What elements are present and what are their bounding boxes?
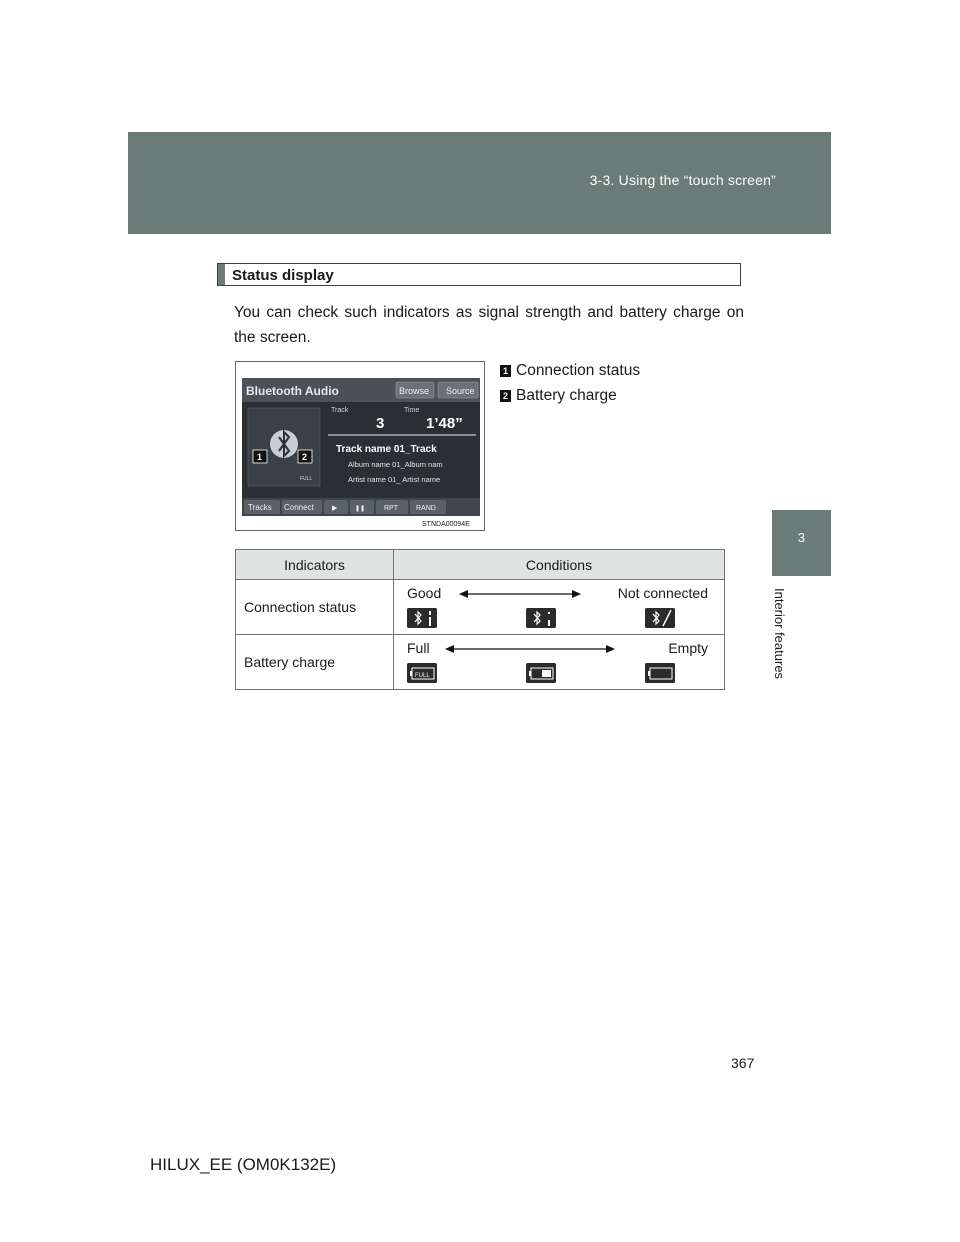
battery-half-icon bbox=[526, 663, 556, 683]
legend-number-2: 2 bbox=[500, 390, 511, 402]
legend-item-battery bbox=[500, 383, 640, 408]
bluetooth-signal-full-icon bbox=[407, 608, 437, 628]
connect-button: Connect bbox=[284, 503, 314, 512]
callout-1: 1 bbox=[257, 452, 263, 462]
rand-button: RAND bbox=[416, 505, 436, 512]
indicator-table bbox=[235, 549, 725, 690]
conditions-connection bbox=[394, 580, 725, 635]
full-badge: FULL bbox=[300, 476, 313, 482]
condition-good: Good bbox=[407, 585, 442, 601]
table-row bbox=[236, 580, 725, 635]
table-header-row bbox=[236, 550, 725, 580]
bluetooth-signal-weak-icon bbox=[526, 608, 556, 628]
header-conditions: Conditions bbox=[394, 550, 725, 580]
intro-paragraph: You can check such indicators as signal strength and battery charge on the screen. bbox=[234, 304, 744, 346]
section-heading bbox=[217, 263, 741, 286]
album-name: Album name 01_Album nam bbox=[348, 460, 443, 469]
chapter-label-container bbox=[773, 588, 801, 684]
bluetooth-not-connected-icon bbox=[645, 608, 675, 628]
track-label: Track bbox=[331, 407, 349, 414]
rpt-button: RPT bbox=[384, 505, 398, 512]
battery-full-icon bbox=[407, 663, 437, 683]
condition-empty: Empty bbox=[668, 640, 708, 656]
pause-button: ❚❚ bbox=[355, 505, 366, 512]
page-number: 367 bbox=[731, 1055, 755, 1071]
artist-name: Artist name 01_ Artist name bbox=[348, 475, 441, 484]
chapter-number: 3 bbox=[797, 530, 806, 545]
tracks-button: Tracks bbox=[248, 503, 272, 512]
track-number: 3 bbox=[376, 415, 385, 432]
row-label-connection: Connection status bbox=[236, 580, 394, 635]
callout-2: 2 bbox=[302, 452, 308, 462]
chapter-label: Interior features bbox=[772, 588, 787, 680]
legend-number-1: 1 bbox=[500, 365, 511, 377]
double-arrow-icon bbox=[445, 643, 615, 655]
screen-illustration bbox=[235, 361, 485, 531]
track-name: Track name 01_Track bbox=[336, 444, 437, 455]
browse-button: Browse bbox=[399, 386, 430, 396]
time-label: Time bbox=[404, 407, 420, 414]
condition-full: Full bbox=[407, 640, 430, 656]
section-header-title: 3-3. Using the “touch screen” bbox=[589, 172, 776, 188]
legend-label-connection: Connection status bbox=[516, 361, 641, 379]
time-value: 1’48” bbox=[426, 415, 463, 432]
chapter-tab bbox=[772, 510, 831, 576]
table-row bbox=[236, 635, 725, 690]
source-button: Source bbox=[446, 386, 475, 396]
footer-model-code: HILUX_EE (OM0K132E) bbox=[150, 1155, 337, 1174]
legend-label-battery: Battery charge bbox=[516, 386, 617, 404]
header-indicators: Indicators bbox=[236, 550, 394, 580]
figure-code: STNDA00094E bbox=[422, 521, 470, 528]
section-title: Status display bbox=[232, 267, 334, 284]
legend bbox=[500, 358, 640, 408]
header-band bbox=[128, 132, 831, 234]
battery-full-label: FULL bbox=[415, 673, 430, 679]
double-arrow-icon bbox=[459, 588, 581, 600]
legend-item-connection bbox=[500, 358, 640, 383]
screen-title: Bluetooth Audio bbox=[246, 384, 339, 398]
bluetooth-audio-screen-drawing bbox=[236, 362, 484, 530]
conditions-battery bbox=[394, 635, 725, 690]
play-button: ▶ bbox=[332, 504, 338, 512]
condition-not-connected: Not connected bbox=[617, 585, 708, 601]
section-heading-bar bbox=[218, 264, 225, 285]
row-label-battery: Battery charge bbox=[236, 635, 394, 690]
battery-empty-icon bbox=[645, 663, 675, 683]
